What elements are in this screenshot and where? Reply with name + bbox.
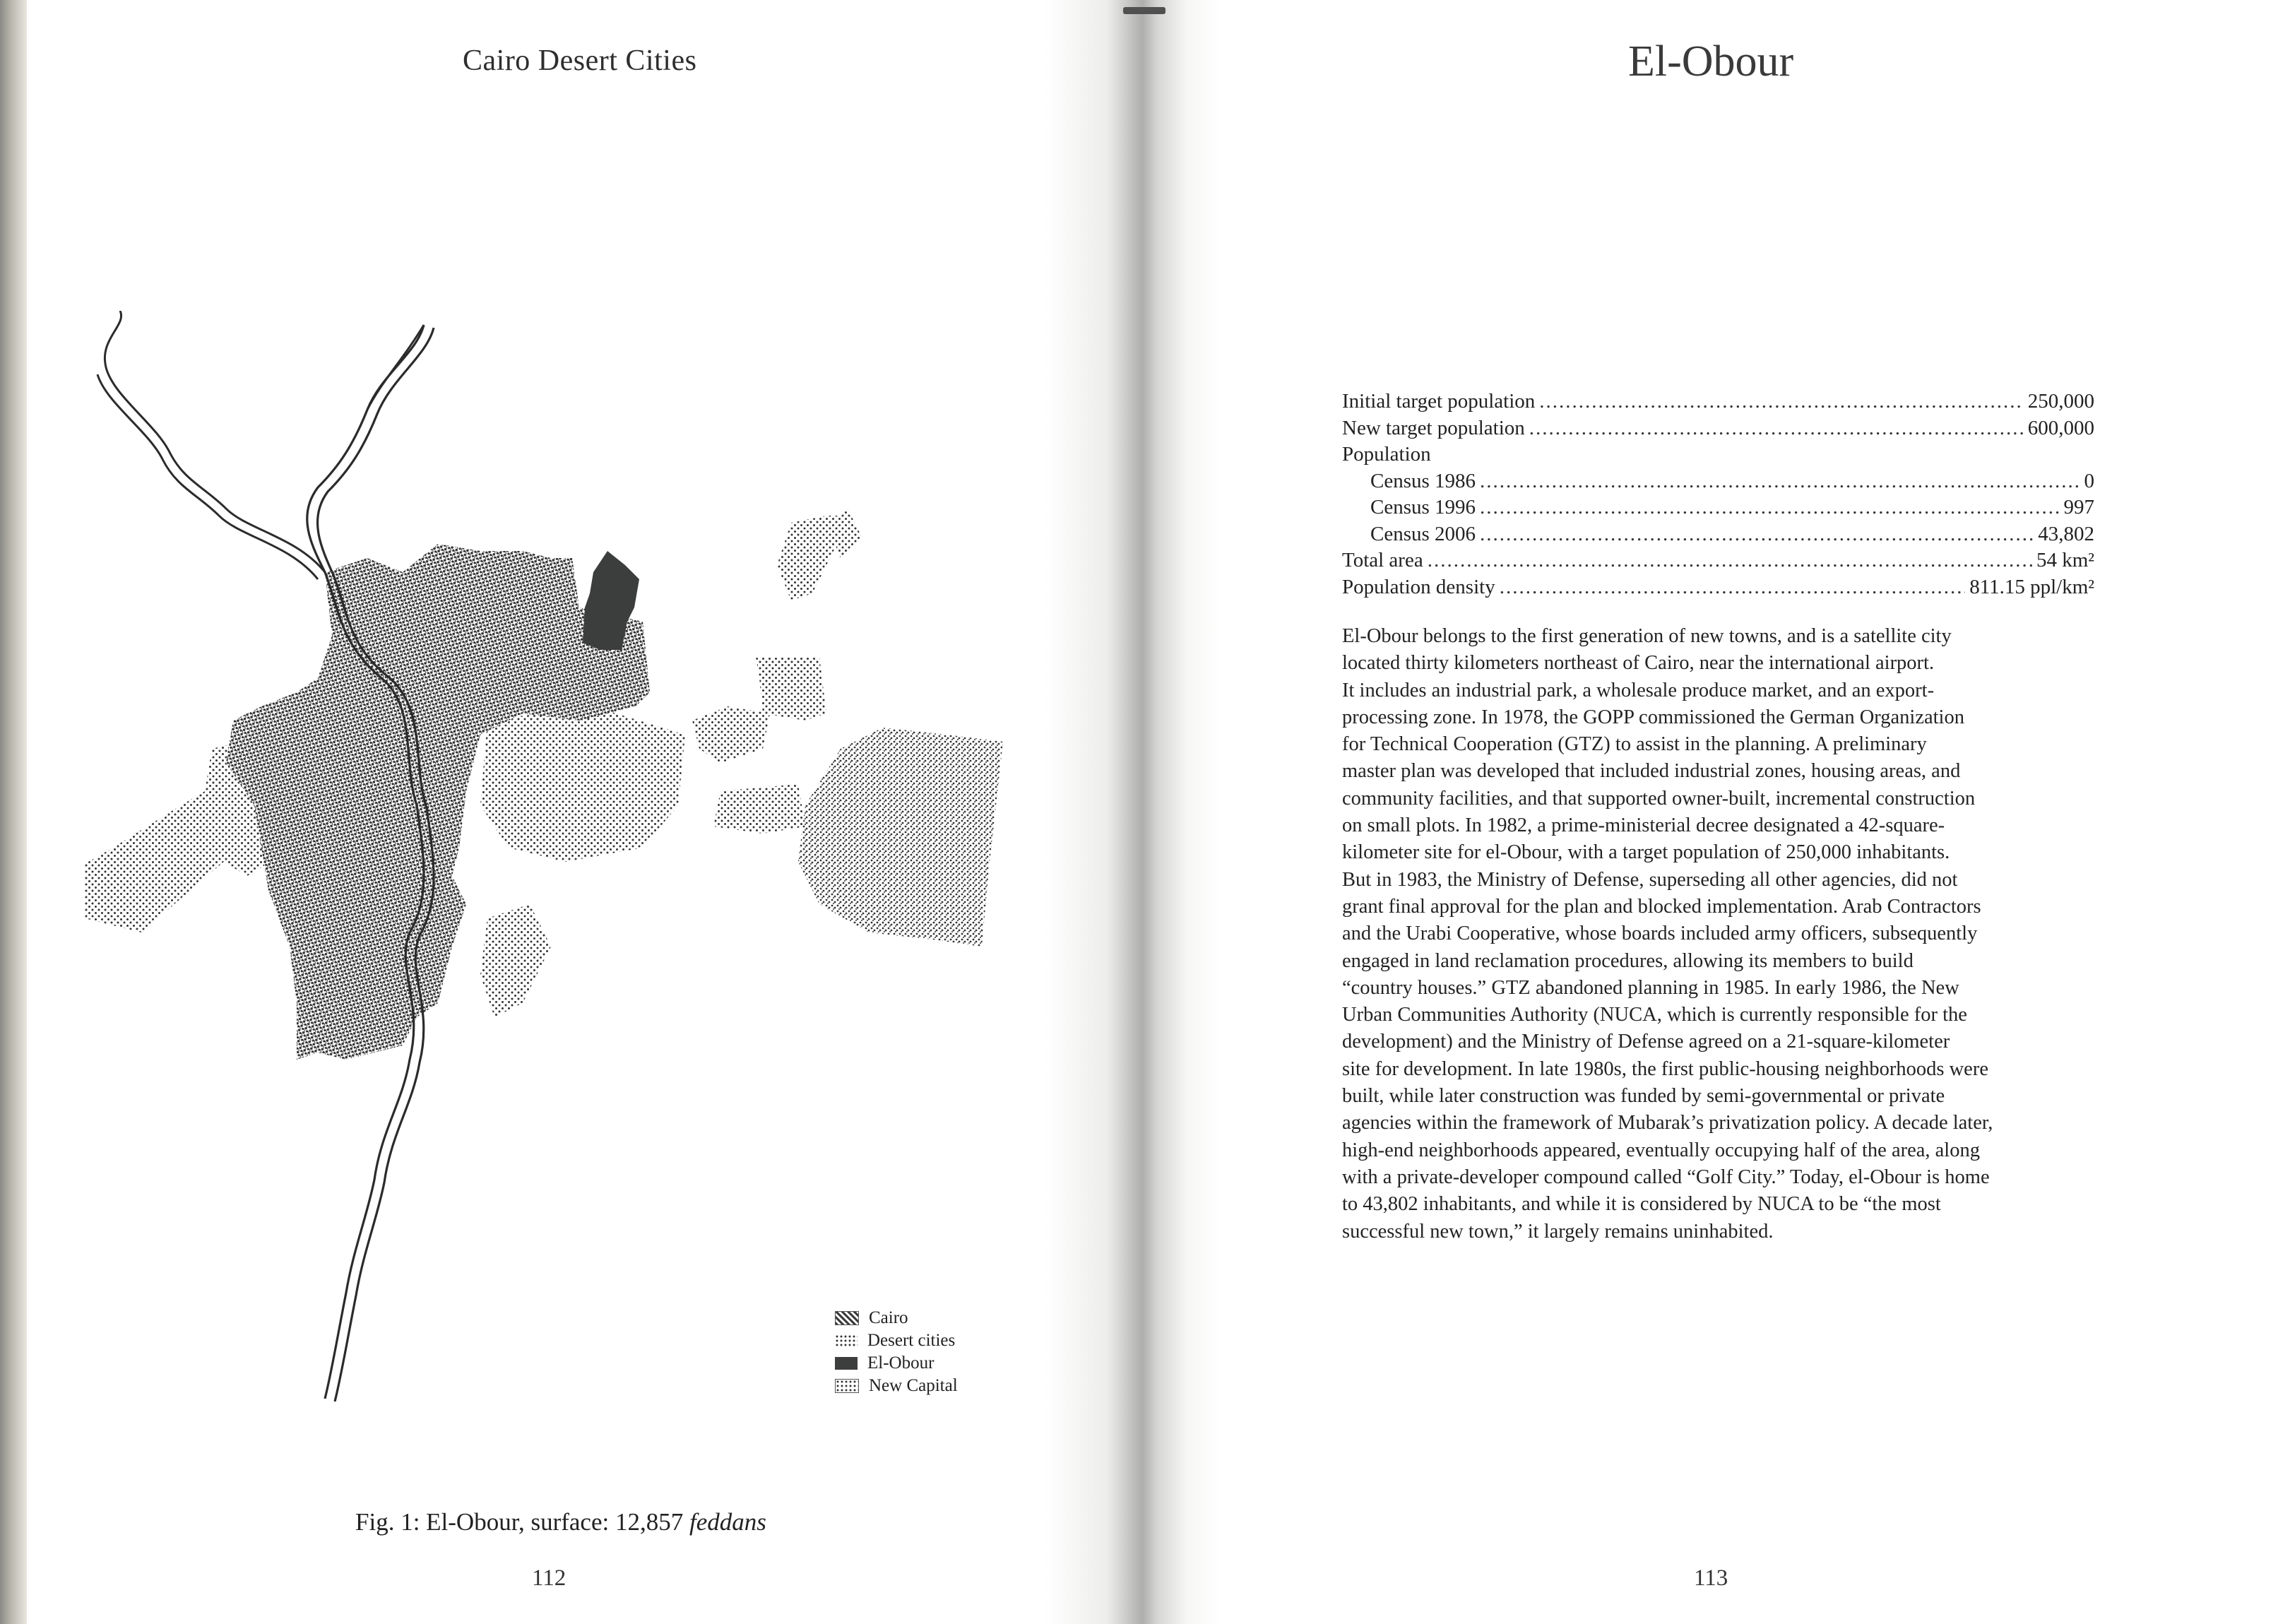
nile-branch-east xyxy=(367,325,424,410)
stat-label: Population density xyxy=(1342,575,1495,598)
page-number-left: 112 xyxy=(532,1565,566,1591)
stat-row xyxy=(1342,521,2094,548)
dot-leader xyxy=(1480,521,2034,548)
stat-value: 250,000 xyxy=(2027,390,2094,413)
legend-label: El-Obour xyxy=(867,1353,935,1373)
map-figure xyxy=(85,311,1088,1413)
stat-row xyxy=(1342,574,2094,601)
body-line: Urban Communities Authority (NUCA, which is currently responsible for the xyxy=(1342,1004,1967,1026)
body-line: located thirty kilometers northeast of Cairo, near the international airport. xyxy=(1342,652,1935,675)
caption-italic: feddans xyxy=(689,1508,766,1536)
stat-row xyxy=(1342,389,2094,415)
stat-row xyxy=(1342,547,2094,574)
stat-label: Census 1986 xyxy=(1370,469,1476,492)
map-legend xyxy=(835,1307,958,1397)
body-line: “country houses.” GTZ abandoned planning in 1985. In early 1986, the New xyxy=(1342,976,1959,999)
page-number-right: 113 xyxy=(1694,1565,1728,1591)
body-line: site for development. In late 1980s, the first public-housing neighborhoods were xyxy=(1342,1057,1988,1080)
stat-value: 0 xyxy=(2084,469,2094,492)
figure-caption xyxy=(355,1508,766,1536)
body-line: kilometer site for el-Obour, with a target population of 250,000 inhabitants. xyxy=(1342,841,1950,864)
stat-label: Total area xyxy=(1342,549,1423,571)
stat-value: 811.15 ppl/km² xyxy=(1969,575,2094,598)
stat-label: Census 1996 xyxy=(1370,496,1476,518)
body-line: agencies within the framework of Mubarak’s privatization policy. A decade later, xyxy=(1342,1112,1993,1134)
legend-swatch-obour xyxy=(835,1357,858,1370)
legend-item-cairo xyxy=(835,1307,958,1329)
stat-label: Initial target population xyxy=(1342,390,1536,413)
dot-leader xyxy=(1500,574,1966,601)
body-line: development) and the Ministry of Defense agreed on a 21-square-kilometer xyxy=(1342,1031,1950,1053)
caption-text: Fig. 1: El-Obour, surface: 12,857 xyxy=(355,1508,689,1536)
body-line: But in 1983, the Ministry of Defense, superseding all other agencies, did not xyxy=(1342,868,1958,891)
body-line: for Technical Cooperation (GTZ) to assist in the planning. A preliminary xyxy=(1342,733,1927,756)
page-title: El-Obour xyxy=(1628,37,1794,85)
stat-label: New target population xyxy=(1342,416,1525,439)
book-edge xyxy=(0,0,27,1624)
legend-label: New Capital xyxy=(869,1376,958,1395)
body-line: to 43,802 inhabitants, and while it is considered by NUCA to be “the most xyxy=(1342,1193,1941,1216)
running-head: Cairo Desert Cities xyxy=(463,45,697,77)
body-text xyxy=(1342,623,2099,1245)
dot-leader xyxy=(1480,494,2059,521)
legend-swatch-capital xyxy=(835,1379,859,1393)
stat-label: Census 2006 xyxy=(1370,522,1476,545)
legend-swatch-cairo xyxy=(835,1311,859,1325)
body-line: master plan was developed that included industrial zones, housing areas, and xyxy=(1342,760,1961,783)
body-line: community facilities, and that supported owner-built, incremental construction xyxy=(1342,787,1976,810)
desert-city-badr xyxy=(692,706,770,763)
stat-value: 54 km² xyxy=(2036,549,2094,571)
body-line: El-Obour belongs to the first generation of new towns, and is a satellite city xyxy=(1342,625,1952,647)
statistics-table xyxy=(1342,389,2094,600)
body-line: processing zone. In 1978, the GOPP commissioned the German Organization xyxy=(1342,706,1964,728)
body-line: It includes an industrial park, a wholesale produce market, and an export- xyxy=(1342,679,1935,701)
dot-leader xyxy=(1480,468,2080,495)
body-line: built, while later construction was funded by semi-governmental or private xyxy=(1342,1085,1945,1108)
body-line: and the Urabi Cooperative, whose boards included army officers, subsequently xyxy=(1342,923,1978,945)
desert-city-helwan-east xyxy=(480,904,551,1017)
dot-leader xyxy=(1428,547,2032,574)
desert-city-new-cairo xyxy=(480,706,685,862)
legend-item-desert-cities xyxy=(835,1329,958,1352)
body-line: on small plots. In 1982, a prime-ministerial decree designated a 42-square- xyxy=(1342,814,1945,837)
new-capital xyxy=(798,728,1003,947)
legend-item-el-obour xyxy=(835,1352,958,1375)
legend-label: Desert cities xyxy=(867,1331,956,1350)
legend-label: Cairo xyxy=(869,1308,908,1327)
stat-label: Population xyxy=(1342,443,1431,466)
desert-city-east-band xyxy=(713,784,805,834)
stat-value: 997 xyxy=(2063,496,2094,518)
stat-row xyxy=(1342,494,2094,521)
body-line: engaged in land reclamation procedures, allowing its members to build xyxy=(1342,949,1914,972)
body-line: grant final approval for the plan and blocked implementation. Arab Contractors xyxy=(1342,895,1981,918)
legend-item-new-capital xyxy=(835,1375,958,1397)
stat-value: 600,000 xyxy=(2027,416,2094,439)
dot-leader xyxy=(1529,415,2024,442)
body-line: high-end neighborhoods appeared, eventually occupying half of the area, along xyxy=(1342,1139,1980,1161)
nile-delta-west xyxy=(105,311,325,572)
stat-value: 43,802 xyxy=(2038,522,2094,545)
desert-city-shorouk xyxy=(756,657,826,721)
stat-row xyxy=(1342,441,2094,468)
dot-leader xyxy=(1539,389,2023,415)
gutter-mark xyxy=(1123,7,1165,14)
legend-swatch-desert xyxy=(835,1334,858,1347)
stat-row xyxy=(1342,415,2094,442)
body-line: with a private-developer compound called “Golf City.” Today, el-Obour is home xyxy=(1342,1166,1990,1188)
body-line: successful new town,” it largely remains uninhabited. xyxy=(1342,1220,1774,1243)
stat-row xyxy=(1342,468,2094,495)
